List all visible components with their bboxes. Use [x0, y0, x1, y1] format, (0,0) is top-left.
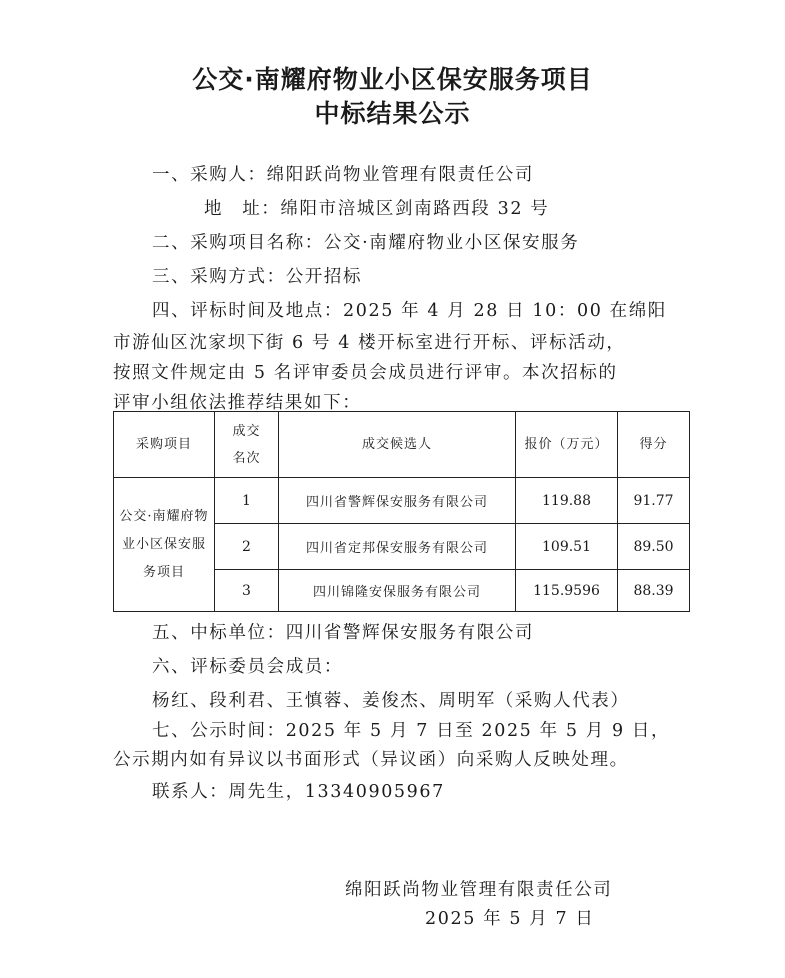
price-cell: 119.88	[516, 478, 618, 524]
table-row	[114, 478, 690, 524]
header-rank	[215, 412, 279, 478]
rank-cell: 2	[215, 524, 279, 570]
evaluation-line-3: 按照文件规定由 5 名评审委员会成员进行评审。本次招标的	[113, 363, 618, 383]
candidate-cell: 四川省定邦保安服务有限公司	[279, 524, 516, 570]
signature-organization: 绵阳跃尚物业管理有限责任公司	[345, 880, 613, 900]
project-cell: 公交·南耀府物业小区保安服务项目	[114, 478, 215, 612]
signature-date: 2025 年 5 月 7 日	[425, 909, 595, 929]
results-table	[113, 411, 690, 612]
rank-cell: 1	[215, 478, 279, 524]
evaluation-line-2: 市游仙区沈家坝下街 6 号 4 楼开标室进行开标、评标活动，	[113, 333, 626, 353]
procurement-method-line: 三、采购方式：公开招标	[152, 267, 363, 287]
committee-members: 杨红、段利君、王慎蓉、姜俊杰、周明军（采购人代表）	[152, 691, 630, 711]
project-name-line: 二、采购项目名称：公交·南耀府物业小区保安服务	[152, 233, 580, 253]
score-cell: 91.77	[618, 478, 690, 524]
document-title-line2: 中标结果公示	[314, 99, 471, 128]
candidate-cell: 四川省警辉保安服务有限公司	[279, 478, 516, 524]
purchaser-line: 一、采购人：绵阳跃尚物业管理有限责任公司	[152, 165, 534, 185]
publicity-line-2: 公示期内如有异议以书面形式（异议函）向采购人反映处理。	[113, 750, 629, 770]
header-project: 采购项目	[114, 412, 215, 478]
document-title-line1: 公交·南耀府物业小区保安服务项目	[192, 65, 593, 94]
score-cell: 88.39	[618, 570, 690, 612]
price-cell: 115.9596	[516, 570, 618, 612]
rank-cell: 3	[215, 570, 279, 612]
table-header-row	[114, 412, 690, 478]
candidate-cell: 四川锦隆安保服务有限公司	[279, 570, 516, 612]
evaluation-line-4: 评审小组依法推荐结果如下：	[113, 393, 362, 413]
evaluation-line-1: 四、评标时间及地点：2025 年 4 月 28 日 10：00 在绵阳	[152, 301, 667, 321]
header-rank-line1: 成交	[232, 423, 261, 439]
header-price: 报价（万元）	[516, 412, 618, 478]
winner-line: 五、中标单位：四川省警辉保安服务有限公司	[152, 623, 534, 643]
header-candidate: 成交候选人	[279, 412, 516, 478]
header-rank-line2: 名次	[232, 450, 261, 466]
contact-line: 联系人：周先生，13340905967	[152, 782, 445, 802]
committee-heading: 六、评标委员会成员：	[152, 657, 343, 677]
publicity-line-1: 七、公示时间：2025 年 5 月 7 日至 2025 年 5 月 9 日，	[152, 721, 671, 741]
price-cell: 109.51	[516, 524, 618, 570]
header-score: 得分	[618, 412, 690, 478]
address-line: 地 址：绵阳市涪城区剑南路西段 32 号	[204, 199, 550, 219]
score-cell: 89.50	[618, 524, 690, 570]
